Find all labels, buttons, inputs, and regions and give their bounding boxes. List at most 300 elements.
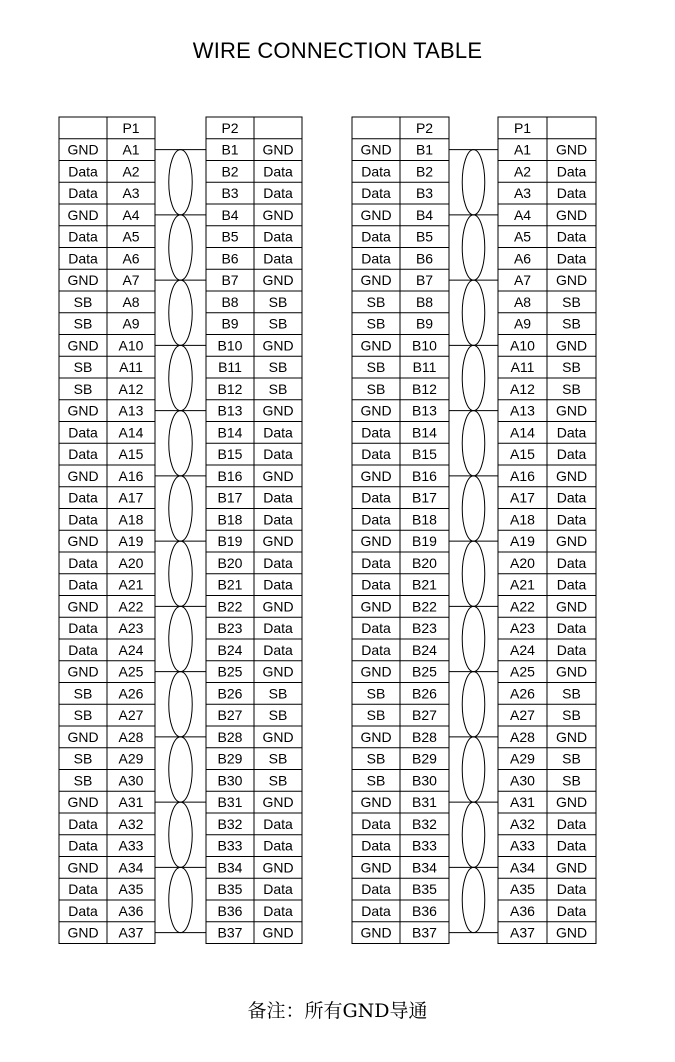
footnote: 备注：所有GND导通 bbox=[247, 1000, 428, 1022]
pin-label: A31 bbox=[510, 794, 535, 811]
pin-label: B36 bbox=[412, 902, 437, 919]
signal-name: SB bbox=[73, 772, 93, 789]
signal-name: Data bbox=[263, 163, 293, 180]
pin-label: B29 bbox=[217, 750, 243, 767]
signal-name: Data bbox=[263, 815, 293, 832]
pin-label: B14 bbox=[412, 424, 437, 441]
pin-label: B19 bbox=[412, 533, 437, 550]
pin-label: B2 bbox=[221, 163, 239, 180]
pin-label: A19 bbox=[118, 533, 144, 550]
pin-label: B32 bbox=[217, 815, 243, 832]
signal-name: GND bbox=[555, 272, 588, 289]
signal-name: GND bbox=[262, 728, 294, 745]
pin-label: A9 bbox=[513, 315, 532, 332]
pin-label: B5 bbox=[415, 228, 434, 245]
signal-name: GND bbox=[360, 924, 392, 941]
signal-name: Data bbox=[68, 554, 98, 571]
signal-name: GND bbox=[67, 141, 99, 158]
signal-name: SB bbox=[268, 359, 288, 376]
signal-name: SB bbox=[366, 772, 386, 789]
signal-name: GND bbox=[555, 337, 588, 354]
signal-name: SB bbox=[562, 707, 581, 724]
pin-label: B8 bbox=[415, 293, 434, 310]
pin-label: B16 bbox=[217, 467, 243, 484]
pin-label: A14 bbox=[510, 424, 535, 441]
signal-name: GND bbox=[360, 533, 392, 550]
pin-label: B27 bbox=[412, 707, 437, 724]
pin-label: A28 bbox=[118, 728, 144, 745]
pin-label: A5 bbox=[122, 228, 140, 245]
pin-label: B30 bbox=[217, 772, 243, 789]
signal-name: Data bbox=[263, 881, 293, 898]
signal-name: GND bbox=[555, 533, 588, 550]
signal-name: GND bbox=[360, 141, 392, 158]
signal-name: Data bbox=[263, 424, 293, 441]
signal-name: GND bbox=[360, 663, 392, 680]
signal-name: Data bbox=[68, 881, 98, 898]
signal-name: GND bbox=[67, 467, 99, 484]
pin-label: B37 bbox=[217, 924, 243, 941]
twisted-wire-bundle bbox=[169, 867, 192, 932]
signal-name: Data bbox=[361, 228, 391, 245]
twisted-wire-bundle bbox=[462, 476, 485, 541]
signal-name: Data bbox=[556, 511, 587, 528]
signal-name: Data bbox=[361, 554, 391, 571]
pin-label: A25 bbox=[118, 663, 144, 680]
pin-label: B15 bbox=[412, 446, 437, 463]
signal-name: Data bbox=[361, 881, 391, 898]
pin-label: B31 bbox=[412, 794, 437, 811]
pin-label: B37 bbox=[412, 924, 437, 941]
signal-name: Data bbox=[361, 250, 391, 267]
pin-label: B3 bbox=[221, 185, 239, 202]
pin-label: A34 bbox=[118, 859, 144, 876]
twisted-wire-bundle bbox=[169, 476, 192, 541]
left-connection-table bbox=[59, 117, 302, 944]
pin-label: A20 bbox=[118, 554, 144, 571]
pin-label: A22 bbox=[118, 598, 144, 615]
signal-name: GND bbox=[262, 859, 294, 876]
signal-name: GND bbox=[67, 859, 99, 876]
signal-name: GND bbox=[67, 794, 99, 811]
signal-name: GND bbox=[555, 859, 588, 876]
pin-label: A23 bbox=[118, 620, 144, 637]
pin-label: A36 bbox=[118, 902, 144, 919]
twisted-wire-bundle bbox=[462, 867, 485, 932]
signal-name: GND bbox=[360, 402, 392, 419]
pin-label: B23 bbox=[412, 620, 437, 637]
pin-label: A35 bbox=[510, 881, 535, 898]
pin-label: B15 bbox=[217, 446, 243, 463]
pin-label: A27 bbox=[510, 707, 535, 724]
pin-label: B6 bbox=[221, 250, 239, 267]
pin-label: B1 bbox=[221, 141, 239, 158]
signal-name: SB bbox=[73, 707, 93, 724]
pin-label: B4 bbox=[221, 206, 239, 223]
pin-label: A3 bbox=[513, 185, 532, 202]
signal-name: Data bbox=[361, 446, 391, 463]
signal-name: GND bbox=[360, 859, 392, 876]
pin-label: B4 bbox=[415, 206, 434, 223]
pin-label: B21 bbox=[412, 576, 437, 593]
signal-name: SB bbox=[73, 359, 93, 376]
pin-label: A32 bbox=[118, 815, 144, 832]
signal-name: Data bbox=[361, 511, 391, 528]
pin-label: A1 bbox=[513, 141, 532, 158]
signal-name: SB bbox=[73, 315, 93, 332]
pin-label: A20 bbox=[510, 554, 535, 571]
signal-name: Data bbox=[361, 163, 391, 180]
pin-label: A27 bbox=[118, 707, 144, 724]
pin-label: A36 bbox=[510, 902, 535, 919]
pin-label: B36 bbox=[217, 902, 243, 919]
signal-name: GND bbox=[262, 337, 294, 354]
twisted-wire-bundle bbox=[169, 215, 192, 280]
pin-label: A12 bbox=[118, 380, 144, 397]
twisted-wire-bundle bbox=[462, 411, 485, 476]
signal-name: Data bbox=[68, 837, 98, 854]
signal-name: GND bbox=[360, 728, 392, 745]
signal-name: SB bbox=[73, 685, 93, 702]
signal-name: GND bbox=[67, 533, 99, 550]
signal-name: Data bbox=[361, 620, 391, 637]
twisted-wire-bundle bbox=[169, 345, 192, 410]
signal-name: GND bbox=[262, 141, 294, 158]
connector-header: P1 bbox=[513, 119, 532, 136]
signal-name: Data bbox=[556, 620, 587, 637]
signal-name: GND bbox=[555, 598, 588, 615]
signal-name: Data bbox=[361, 815, 391, 832]
signal-name: Data bbox=[68, 250, 98, 267]
signal-name: GND bbox=[67, 337, 99, 354]
pin-label: A2 bbox=[122, 163, 140, 180]
pin-label: A13 bbox=[118, 402, 144, 419]
signal-name: Data bbox=[263, 620, 293, 637]
pin-label: A37 bbox=[118, 924, 144, 941]
signal-name: GND bbox=[262, 272, 294, 289]
pin-label: B22 bbox=[217, 598, 243, 615]
pin-label: B18 bbox=[412, 511, 437, 528]
pin-label: B17 bbox=[412, 489, 437, 506]
pin-label: A37 bbox=[510, 924, 535, 941]
signal-name: Data bbox=[68, 641, 98, 658]
pin-label: A8 bbox=[122, 293, 140, 310]
signal-name: GND bbox=[67, 663, 99, 680]
signal-name: GND bbox=[360, 272, 392, 289]
twisted-wire-bundle bbox=[462, 737, 485, 802]
signal-name: Data bbox=[263, 837, 293, 854]
twisted-wire-bundle bbox=[462, 541, 485, 606]
pin-label: B34 bbox=[217, 859, 243, 876]
signal-name: Data bbox=[263, 185, 293, 202]
signal-name: GND bbox=[360, 337, 392, 354]
signal-name: SB bbox=[562, 772, 581, 789]
signal-name: SB bbox=[268, 772, 288, 789]
pin-label: A34 bbox=[510, 859, 535, 876]
twisted-wire-bundle bbox=[169, 737, 192, 802]
signal-name: GND bbox=[262, 402, 294, 419]
pin-label: B26 bbox=[412, 685, 437, 702]
signal-name: SB bbox=[268, 707, 288, 724]
pin-label: A30 bbox=[118, 772, 144, 789]
signal-name: Data bbox=[263, 228, 293, 245]
connector-header: P2 bbox=[415, 119, 434, 136]
pin-label: A29 bbox=[118, 750, 144, 767]
pin-label: A14 bbox=[118, 424, 144, 441]
signal-name: GND bbox=[555, 141, 588, 158]
pin-label: B7 bbox=[221, 272, 239, 289]
signal-name: Data bbox=[361, 837, 391, 854]
pin-label: A16 bbox=[510, 467, 535, 484]
pin-label: B25 bbox=[217, 663, 243, 680]
pin-label: B14 bbox=[217, 424, 243, 441]
signal-name: Data bbox=[263, 902, 293, 919]
pin-label: B19 bbox=[217, 533, 243, 550]
signal-name: GND bbox=[555, 663, 588, 680]
signal-name: Data bbox=[556, 837, 587, 854]
signal-name: GND bbox=[555, 402, 588, 419]
signal-name: SB bbox=[562, 315, 581, 332]
pin-label: B6 bbox=[415, 250, 434, 267]
pin-label: B35 bbox=[217, 881, 243, 898]
pin-label: B13 bbox=[412, 402, 437, 419]
signal-name: SB bbox=[366, 707, 386, 724]
pin-label: B13 bbox=[217, 402, 243, 419]
pin-label: A17 bbox=[510, 489, 535, 506]
pin-label: A9 bbox=[122, 315, 140, 332]
twisted-wire-bundle bbox=[169, 280, 192, 345]
pin-label: B12 bbox=[412, 380, 437, 397]
signal-name: GND bbox=[67, 924, 99, 941]
signal-name: Data bbox=[556, 815, 587, 832]
signal-name: GND bbox=[555, 728, 588, 745]
twisted-wire-bundle bbox=[462, 345, 485, 410]
signal-name: Data bbox=[556, 576, 587, 593]
signal-name: SB bbox=[562, 293, 581, 310]
signal-name: GND bbox=[262, 663, 294, 680]
signal-name: Data bbox=[263, 576, 293, 593]
pin-label: A3 bbox=[122, 185, 140, 202]
pin-label: A17 bbox=[118, 489, 144, 506]
pin-label: B9 bbox=[221, 315, 239, 332]
pin-label: A4 bbox=[122, 206, 140, 223]
pin-label: B32 bbox=[412, 815, 437, 832]
pin-label: A24 bbox=[510, 641, 535, 658]
pin-label: B23 bbox=[217, 620, 243, 637]
pin-label: A35 bbox=[118, 881, 144, 898]
pin-label: A18 bbox=[118, 511, 144, 528]
pin-label: B10 bbox=[412, 337, 437, 354]
signal-name: GND bbox=[555, 924, 588, 941]
signal-name: SB bbox=[73, 750, 93, 767]
signal-name: Data bbox=[68, 576, 98, 593]
signal-name: SB bbox=[366, 380, 386, 397]
pin-label: A31 bbox=[118, 794, 144, 811]
pin-label: A6 bbox=[513, 250, 532, 267]
signal-name: Data bbox=[361, 185, 391, 202]
signal-name: SB bbox=[562, 685, 581, 702]
signal-name: Data bbox=[361, 424, 391, 441]
signal-name: GND bbox=[360, 598, 392, 615]
pin-label: A11 bbox=[510, 359, 535, 376]
connector-header: P2 bbox=[221, 119, 239, 136]
pin-label: B26 bbox=[217, 685, 243, 702]
signal-name: SB bbox=[366, 293, 386, 310]
pin-label: A7 bbox=[513, 272, 532, 289]
signal-name: SB bbox=[562, 380, 581, 397]
pin-label: B18 bbox=[217, 511, 243, 528]
signal-name: GND bbox=[360, 794, 392, 811]
signal-name: Data bbox=[263, 511, 293, 528]
pin-label: B28 bbox=[217, 728, 243, 745]
pin-label: B20 bbox=[217, 554, 243, 571]
signal-name: Data bbox=[556, 424, 587, 441]
twisted-wire-bundle bbox=[169, 150, 192, 215]
signal-name: Data bbox=[556, 185, 587, 202]
pin-label: A1 bbox=[122, 141, 140, 158]
pin-label: A7 bbox=[122, 272, 140, 289]
pin-label: A10 bbox=[510, 337, 535, 354]
pin-label: B12 bbox=[217, 380, 243, 397]
pin-label: B11 bbox=[412, 359, 437, 376]
pin-label: A11 bbox=[119, 359, 143, 376]
signal-name: Data bbox=[68, 815, 98, 832]
pin-label: B20 bbox=[412, 554, 437, 571]
pin-label: A19 bbox=[510, 533, 535, 550]
pin-label: A4 bbox=[513, 206, 532, 223]
pin-label: B24 bbox=[412, 641, 437, 658]
twisted-wire-bundle bbox=[462, 672, 485, 737]
pin-label: B21 bbox=[217, 576, 243, 593]
signal-name: Data bbox=[556, 641, 587, 658]
signal-name: Data bbox=[263, 446, 293, 463]
signal-name: Data bbox=[556, 489, 587, 506]
pin-label: A25 bbox=[510, 663, 535, 680]
signal-name: Data bbox=[556, 228, 587, 245]
signal-name: GND bbox=[360, 467, 392, 484]
signal-name: Data bbox=[68, 185, 98, 202]
signal-name: Data bbox=[361, 902, 391, 919]
pin-label: B8 bbox=[221, 293, 239, 310]
signal-name: Data bbox=[263, 641, 293, 658]
pin-label: B34 bbox=[412, 859, 437, 876]
signal-name: Data bbox=[556, 881, 587, 898]
pin-label: A26 bbox=[118, 685, 144, 702]
pin-label: A2 bbox=[513, 163, 532, 180]
signal-name: Data bbox=[68, 489, 98, 506]
pin-label: B29 bbox=[412, 750, 437, 767]
pin-label: A18 bbox=[510, 511, 535, 528]
pin-label: B33 bbox=[412, 837, 437, 854]
signal-name: Data bbox=[68, 228, 98, 245]
signal-name: GND bbox=[67, 272, 99, 289]
signal-name: GND bbox=[262, 206, 294, 223]
signal-name: Data bbox=[68, 163, 98, 180]
signal-name: Data bbox=[556, 902, 587, 919]
pin-label: B9 bbox=[415, 315, 434, 332]
signal-name: Data bbox=[556, 250, 587, 267]
signal-name: Data bbox=[68, 902, 98, 919]
signal-name: SB bbox=[268, 293, 288, 310]
twisted-wire-bundle bbox=[169, 802, 192, 867]
pin-label: B35 bbox=[412, 881, 437, 898]
pin-label: B30 bbox=[412, 772, 437, 789]
twisted-wire-bundle bbox=[462, 802, 485, 867]
twisted-wire-bundle bbox=[169, 672, 192, 737]
pin-label: A30 bbox=[510, 772, 535, 789]
pin-label: A13 bbox=[510, 402, 535, 419]
signal-name: Data bbox=[361, 489, 391, 506]
signal-name: SB bbox=[73, 293, 93, 310]
pin-label: A10 bbox=[118, 337, 144, 354]
signal-name: SB bbox=[268, 315, 288, 332]
signal-name: SB bbox=[268, 750, 288, 767]
signal-name: GND bbox=[262, 794, 294, 811]
signal-name: Data bbox=[556, 163, 587, 180]
signal-name: GND bbox=[67, 598, 99, 615]
signal-name: Data bbox=[361, 641, 391, 658]
twisted-wire-bundle bbox=[462, 280, 485, 345]
pin-label: A5 bbox=[513, 228, 532, 245]
signal-name: Data bbox=[556, 446, 587, 463]
pin-label: B28 bbox=[412, 728, 437, 745]
pin-label: A33 bbox=[118, 837, 144, 854]
signal-name: Data bbox=[68, 424, 98, 441]
signal-name: GND bbox=[360, 206, 392, 223]
pin-label: A28 bbox=[510, 728, 535, 745]
pin-label: A21 bbox=[510, 576, 535, 593]
pin-label: A8 bbox=[513, 293, 532, 310]
pin-label: A32 bbox=[510, 815, 535, 832]
signal-name: Data bbox=[68, 511, 98, 528]
signal-name: GND bbox=[262, 598, 294, 615]
signal-name: GND bbox=[555, 206, 588, 223]
signal-name: GND bbox=[555, 794, 588, 811]
pin-label: B5 bbox=[221, 228, 239, 245]
signal-name: SB bbox=[366, 750, 386, 767]
pin-label: B3 bbox=[415, 185, 434, 202]
signal-name: GND bbox=[262, 924, 294, 941]
pin-label: B10 bbox=[217, 337, 243, 354]
signal-name: Data bbox=[263, 554, 293, 571]
signal-name: GND bbox=[67, 402, 99, 419]
pin-label: B16 bbox=[412, 467, 437, 484]
signal-name: Data bbox=[68, 620, 98, 637]
pin-label: B25 bbox=[412, 663, 437, 680]
pin-label: A6 bbox=[122, 250, 140, 267]
twisted-wire-bundle bbox=[462, 606, 485, 671]
page-title: WIRE CONNECTION TABLE bbox=[192, 38, 483, 63]
pin-label: A24 bbox=[118, 641, 144, 658]
pin-label: A16 bbox=[118, 467, 144, 484]
pin-label: A15 bbox=[118, 446, 144, 463]
pin-label: B17 bbox=[217, 489, 243, 506]
signal-name: GND bbox=[262, 467, 294, 484]
signal-name: SB bbox=[562, 359, 581, 376]
signal-name: Data bbox=[263, 489, 293, 506]
pin-label: B31 bbox=[217, 794, 243, 811]
pin-label: A26 bbox=[510, 685, 535, 702]
signal-name: Data bbox=[68, 446, 98, 463]
signal-name: GND bbox=[262, 533, 294, 550]
pin-label: A22 bbox=[510, 598, 535, 615]
signal-name: Data bbox=[263, 250, 293, 267]
signal-name: SB bbox=[366, 685, 386, 702]
pin-label: A29 bbox=[510, 750, 535, 767]
signal-name: SB bbox=[268, 685, 288, 702]
pin-label: A15 bbox=[510, 446, 535, 463]
pin-label: B11 bbox=[218, 359, 242, 376]
